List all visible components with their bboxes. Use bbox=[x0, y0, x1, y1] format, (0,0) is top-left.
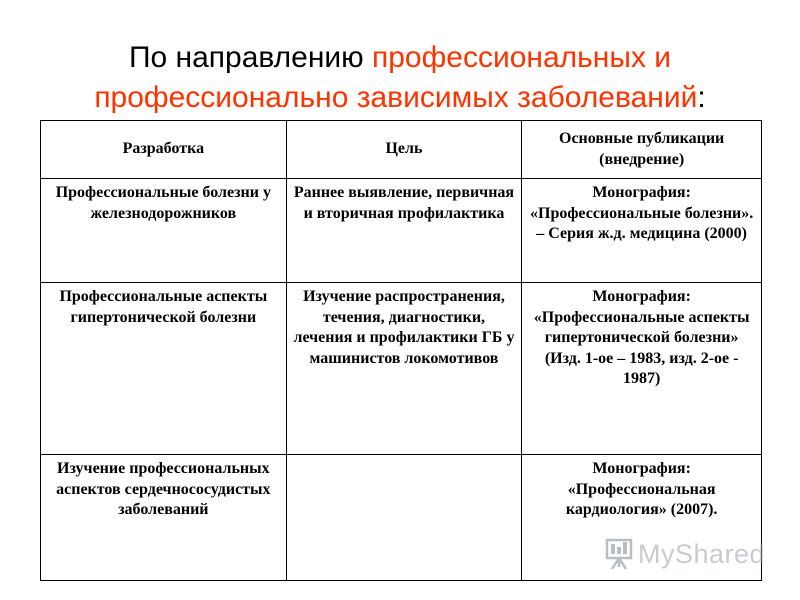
header-publications: Основные публикации (внедрение) bbox=[522, 121, 762, 179]
title-prefix: По направлению bbox=[128, 41, 372, 74]
cell-goal bbox=[286, 455, 522, 581]
table-header-row bbox=[41, 121, 762, 179]
cell-goal: Изучение распространения, течения, диагностики, лечения и профилактики ГБ у машинистов локомотивов bbox=[286, 283, 522, 455]
cell-development: Профессиональные аспекты гипертонической болезни bbox=[41, 283, 287, 455]
watermark bbox=[604, 534, 774, 574]
title-suffix: : bbox=[697, 81, 706, 114]
cell-publications: Монография: «Профессиональные болезни». – Серия ж.д. медицина (2000) bbox=[522, 179, 762, 283]
cell-goal: Раннее выявление, первичная и вторичная профилактика bbox=[286, 179, 522, 283]
table-row bbox=[41, 283, 762, 455]
header-goal: Цель bbox=[286, 121, 522, 179]
watermark-text: MyShared bbox=[638, 538, 766, 569]
cell-publications: Монография: «Профессиональные аспекты гипертонической болезни» (Изд. 1-ое – 1983, изд. 2-ое - 1987) bbox=[522, 283, 762, 455]
slide-title bbox=[0, 38, 800, 118]
table-row bbox=[41, 179, 762, 283]
cell-development: Профессиональные болезни у железнодорожников bbox=[41, 179, 287, 283]
cell-development: Изучение профессиональных аспектов сердечнососудистых заболеваний bbox=[41, 455, 287, 581]
header-development: Разработка bbox=[41, 121, 287, 179]
cell-publications: Монография: «Профессиональная кардиология» (2007). bbox=[522, 455, 762, 581]
developments-table bbox=[40, 120, 762, 581]
presentation-board-icon bbox=[604, 537, 634, 571]
title-accent: профессиональных и профессионально зависимых заболеваний bbox=[94, 41, 698, 114]
